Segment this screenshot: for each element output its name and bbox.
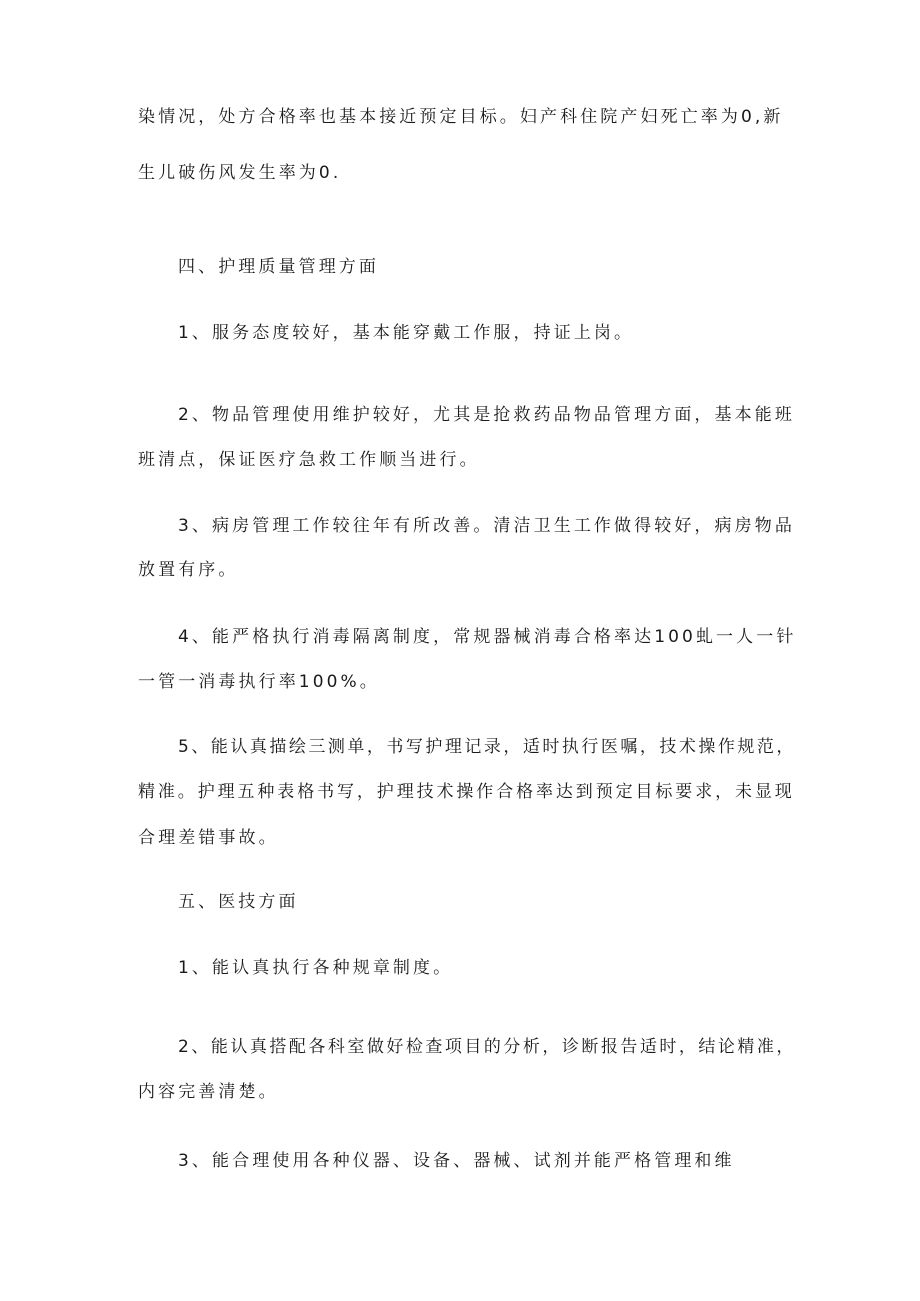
- paragraph-line: 2、能认真搭配各科室做好检查项目的分析，诊断报告适时，结论精准，: [178, 1037, 796, 1057]
- paragraph-line: 精准。护理五种表格书写，护理技术操作合格率达到预定目标要求，未显现: [138, 782, 795, 802]
- paragraph-line: 内容完善清楚。: [138, 1082, 279, 1102]
- paragraph-line: 班清点，保证医疗急救工作顺当进行。: [138, 450, 480, 470]
- paragraph-line: 一管一消毒执行率100%。: [138, 672, 380, 692]
- paragraph-line: 放置有序。: [138, 560, 239, 580]
- paragraph-line: 1、能认真执行各种规章制度。: [178, 958, 454, 978]
- paragraph-line: 合理差错事故。: [138, 828, 279, 848]
- paragraph-line: 生儿破伤风发生率为0.: [138, 163, 342, 183]
- paragraph-line: 3、能合理使用各种仪器、设备、器械、试剂并能严格管理和维: [178, 1151, 735, 1171]
- paragraph-line: 4、能严格执行消毒隔离制度，常规器械消毒合格率达100虬一人一针: [178, 627, 797, 647]
- paragraph-line: 3、病房管理工作较往年有所改善。清洁卫生工作做得较好，病房物品: [178, 516, 795, 536]
- paragraph-line: 1、服务态度较好，基本能穿戴工作服，持证上岗。: [178, 323, 635, 343]
- paragraph-line: 5、能认真描绘三测单，书写护理记录，适时执行医嘱，技术操作规范，: [178, 737, 796, 757]
- paragraph-line: 2、物品管理使用维护较好，尤其是抢救药品物品管理方面，基本能班: [178, 405, 795, 425]
- paragraph-line: 染情况，处方合格率也基本接近预定目标。妇产科住院产妇死亡率为0,新: [138, 107, 784, 127]
- section-heading: 五、医技方面: [178, 892, 299, 912]
- section-heading: 四、护理质量管理方面: [178, 257, 379, 277]
